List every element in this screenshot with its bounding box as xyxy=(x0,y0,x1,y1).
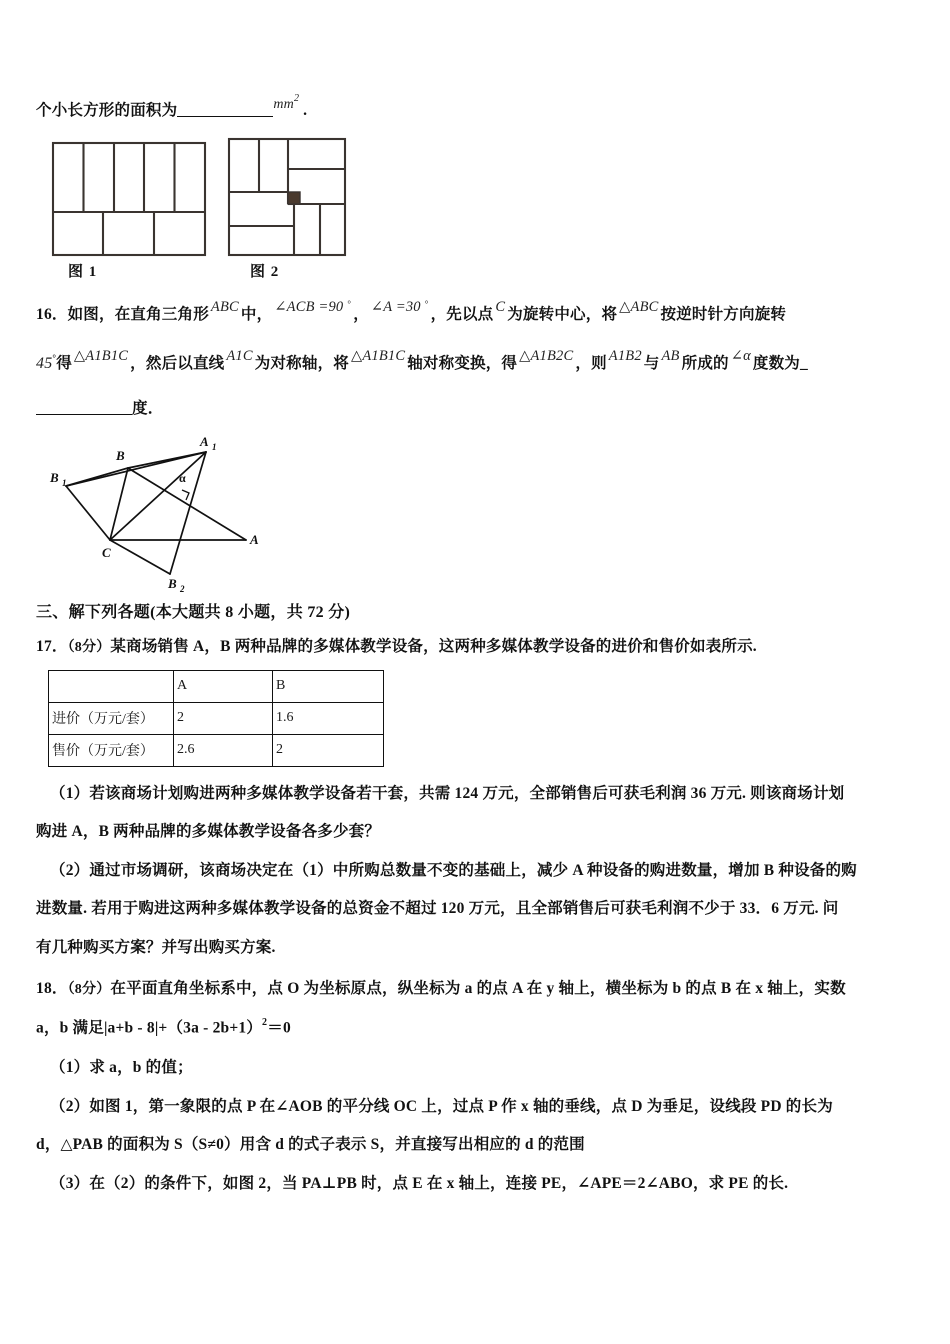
q16-math-ab: AB xyxy=(661,348,680,365)
answer-blank-degree xyxy=(36,398,132,415)
label-B1: B xyxy=(50,469,59,485)
figure-row xyxy=(36,136,914,284)
table-header-b: B xyxy=(273,670,384,702)
question-16-line-2 xyxy=(36,343,914,379)
question-17-part1-line1: （1）若该商场计划购进两种多媒体教学设备若干套，共需 124 万元，全部销售后可获毛利润 36 万元. 则该商场计划 xyxy=(50,784,845,802)
q16-degree-1: ° xyxy=(347,298,352,309)
q16-math-tri-a1b2c: △A1B2C xyxy=(519,348,574,365)
figure-2-center-square xyxy=(288,192,300,204)
question-18-part1: （1）求 a，b 的值； xyxy=(50,1059,193,1077)
q16-math-angle-acb: ∠ACB =90 xyxy=(274,299,344,315)
q16-l2-h: 度数为_ xyxy=(752,355,808,373)
q16-math-c: C xyxy=(495,299,506,315)
q16-math-angle-a: ∠A =30 xyxy=(370,299,421,315)
section-3-heading: 三、解下列各题(本大题共 8 小题，共 72 分) xyxy=(36,603,351,621)
question-18-number: 18． xyxy=(36,979,68,997)
question-17-part2-line2: 进数量. 若用于购进这两种多媒体教学设备的总资金不超过 120 万元，且全部销售后可获毛利润不少于 33．6 万元. 问 xyxy=(36,900,839,918)
question-18-eq-sup: 2 xyxy=(262,1016,268,1028)
question-18-part2-line1: （2）如图 1，第一象限的点 P 在∠AOB 的平分线 OC 上，过点 P 作 x 轴的垂线，点 D 为垂足，设线段 PD 的长为 xyxy=(50,1097,833,1115)
question-18-eq-a: a，b 满足|a+b - 8|+（3a - 2b+1） xyxy=(36,1019,263,1037)
table-row xyxy=(49,702,384,734)
label-A1-sub: 1 xyxy=(212,441,217,452)
label-alpha: α xyxy=(179,470,186,485)
q16-text-a: 如图，在直角三角形 xyxy=(67,305,209,323)
unit-mm: mm xyxy=(273,97,294,112)
question-18-stem-line-2 xyxy=(36,1013,914,1043)
question-17-score: （8分） xyxy=(67,640,111,656)
q16-math-tri-a1b1c-2: △A1B1C xyxy=(350,348,406,365)
q16-rotation-45: 45 xyxy=(36,355,53,373)
q16-text-f: 按逆时针方向旋转 xyxy=(660,305,787,323)
question-16-number: 16． xyxy=(36,305,68,323)
question-17-stem-line xyxy=(36,632,914,662)
q16-degree-2: ° xyxy=(424,298,429,309)
cost-a: 2 xyxy=(174,702,273,734)
figure-1-svg xyxy=(50,140,210,258)
q16-l2-a: 得 xyxy=(56,355,72,373)
label-B2: B xyxy=(168,575,177,591)
label-B1-sub: 1 xyxy=(62,477,67,488)
figure-2-caption: 图 2 xyxy=(250,264,280,280)
q16-text-c: ， xyxy=(353,305,369,323)
q16-text-b: 中， xyxy=(240,305,273,323)
question-18-stem-line-1 xyxy=(36,974,914,1004)
q16-degree-3: ° xyxy=(52,352,57,363)
top-fragment-line xyxy=(36,93,914,130)
price-table xyxy=(48,670,384,767)
question-18-part2-line2: d，△PAB 的面积为 S（S≠0）用含 d 的式子表示 S，并直接写出相应的 d 的范围 xyxy=(36,1136,585,1154)
price-a: 2.6 xyxy=(174,734,273,766)
row-label-price: 售价（万元/套） xyxy=(49,734,174,766)
q16-l2-b: ，然后以直线 xyxy=(130,355,225,373)
table-cell-corner xyxy=(49,670,174,702)
question-17 xyxy=(36,632,914,962)
q16-text-d: ，先以点 xyxy=(430,305,494,323)
table-header-a: A xyxy=(174,670,273,702)
question-18 xyxy=(36,974,914,1198)
question-16-geometry-figure xyxy=(50,426,914,594)
figure-2-diagram xyxy=(226,136,348,263)
q16-math-a1b2: A1B2 xyxy=(608,348,642,365)
figure-1-caption: 图 1 xyxy=(68,264,98,280)
cost-b: 1.6 xyxy=(273,702,384,734)
q16-math-abc: ABC xyxy=(210,299,239,315)
top-fragment-suffix: . xyxy=(303,102,308,119)
answer-blank xyxy=(177,101,273,118)
page-content xyxy=(36,93,914,1198)
q16-math-a1c: A1C xyxy=(226,348,253,365)
row-label-cost: 进价（万元/套） xyxy=(49,702,174,734)
question-17-table-wrap xyxy=(48,670,914,767)
q16-math-alpha: ∠α xyxy=(730,348,751,365)
label-A1: A xyxy=(200,433,209,449)
question-17-part1-line2: 购进 A，B 两种品牌的多媒体教学设备各多少套？ xyxy=(36,823,381,841)
q16-l2-g: 所成的 xyxy=(681,355,729,373)
question-18-score: （8分） xyxy=(67,981,111,997)
top-fragment-prefix: 个小长方形的面积为 xyxy=(36,102,178,119)
question-16-line-3 xyxy=(36,394,914,424)
question-18-stem-a: 在平面直角坐标系中，点 O 为坐标原点，纵坐标为 a 的点 A 在 y 轴上，横坐标为 b 的点 B 在 x 轴上，实数 xyxy=(110,979,846,997)
question-17-number: 17． xyxy=(36,638,68,656)
label-A: A xyxy=(250,531,259,547)
question-18-eq-b: ＝0 xyxy=(267,1019,291,1037)
q16-l2-c: 为对称轴，将 xyxy=(254,355,349,373)
q16-l2-e: ，则 xyxy=(575,355,607,373)
label-C: C xyxy=(102,544,111,560)
question-17-part2-line1: （2）通过市场调研，该商场决定在（1）中所购总数量不变的基础上，减少 A 种设备的购进数量，增加 B 种设备的购 xyxy=(50,861,857,879)
q16-text-e: 为旋转中心，将 xyxy=(507,305,618,323)
q16-geometry-svg xyxy=(50,426,290,594)
label-B2-sub: 2 xyxy=(180,583,185,594)
question-16 xyxy=(36,294,914,594)
question-17-stem: 某商场销售 A，B 两种品牌的多媒体教学设备，这两种多媒体教学设备的进价和售价如表所示. xyxy=(110,638,757,656)
q16-math-tri-abc: △ABC xyxy=(619,299,659,315)
q16-math-tri-a1b1c: △A1B1C xyxy=(73,348,129,365)
table-row-header xyxy=(49,670,384,702)
question-17-part2-line3: 有几种购买方案？并写出购买方案. xyxy=(36,938,276,956)
label-B: B xyxy=(116,447,125,463)
question-16-line-1 xyxy=(36,294,914,329)
price-b: 2 xyxy=(273,734,384,766)
table-row xyxy=(49,734,384,766)
q16-l2-f: 与 xyxy=(643,355,660,373)
q16-l3: 度． xyxy=(132,399,164,417)
figure-2-svg xyxy=(226,136,348,258)
q16-l2-d: 轴对称变换，得 xyxy=(407,355,518,373)
figure-1-diagram xyxy=(50,140,210,263)
right-angle-mark xyxy=(182,490,189,500)
unit-exponent: 2 xyxy=(293,93,300,104)
question-18-part3: （3）在（2）的条件下，如图 2，当 PA⊥PB 时，点 E 在 x 轴上，连接 PE，∠APE＝2∠ABO，求 PE 的长. xyxy=(50,1174,789,1192)
